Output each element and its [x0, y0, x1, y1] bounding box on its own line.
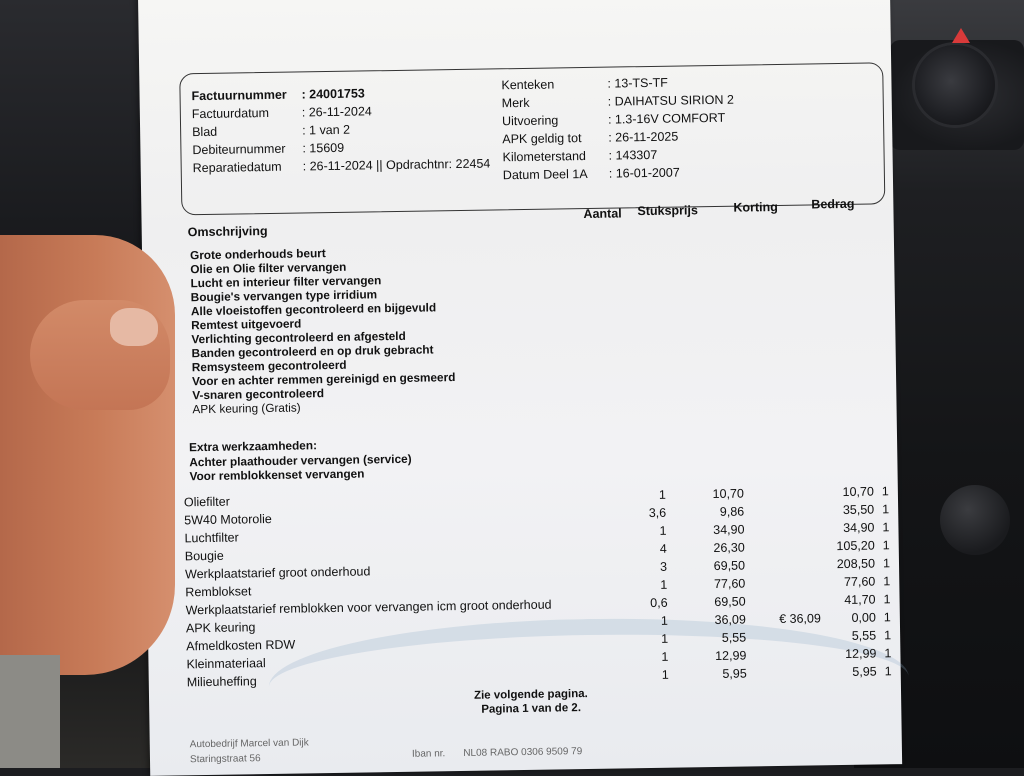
item-amount: 34,90 [843, 520, 875, 535]
item-discount [752, 665, 822, 666]
item-discount [749, 503, 819, 504]
item-price: 34,90 [713, 522, 745, 538]
item-amount: 105,20 [836, 538, 875, 554]
service-line: Grote onderhouds beurt [189, 246, 326, 263]
item-code: 1 [884, 646, 892, 661]
field-value: : 26-11-2024 [301, 104, 372, 120]
item-discount: € 36,09 [779, 611, 821, 627]
invoice-items-table [183, 484, 892, 693]
iban-label: Iban nr. [411, 748, 446, 760]
item-name: Werkplaatstarief remblokken voor vervangen icm groot onderhoud [185, 597, 552, 618]
service-line: Remtest uitgevoerd [191, 316, 302, 333]
item-price: 77,60 [713, 576, 746, 592]
col-amount: Bedrag [811, 196, 855, 212]
field-invoice-number [191, 86, 365, 105]
service-line: Bougie's vervangen type irridium [190, 287, 378, 305]
field-label: Datum Deel 1A [502, 166, 588, 183]
item-name: Luchtfilter [184, 530, 239, 546]
item-name: Afmeldkosten RDW [186, 637, 296, 654]
item-amount: 41,70 [844, 592, 876, 607]
item-code: 1 [883, 592, 891, 607]
field-label: Uitvoering [501, 113, 559, 129]
extra-work-line: Achter plaathouder vervangen (service) [189, 451, 412, 469]
item-price: 69,50 [714, 594, 746, 610]
field-label: Merk [501, 95, 530, 111]
item-discount [749, 485, 819, 486]
service-line: Olie en Olie filter vervangen [190, 259, 347, 277]
vehicle-registration-date [502, 165, 680, 184]
item-qty: 1 [660, 613, 668, 628]
item-name: APK keuring [185, 620, 256, 636]
field-value: : 1 van 2 [302, 122, 351, 138]
item-discount [750, 557, 820, 558]
item-qty: 1 [661, 649, 669, 664]
item-code: 1 [882, 502, 890, 517]
col-unit-price: Stuksprijs [637, 203, 698, 219]
item-discount [749, 521, 819, 522]
item-discount [750, 539, 820, 540]
item-qty: 1 [661, 631, 669, 646]
item-name: Oliefilter [183, 494, 230, 510]
service-line: Lucht en interieur filter vervangen [190, 273, 382, 291]
col-description: Omschrijving [187, 223, 268, 240]
item-amount: 5,55 [851, 628, 877, 643]
field-value: : 26-11-2024 || Opdrachtnr: 22454 [302, 156, 491, 174]
item-price: 10,70 [712, 486, 744, 502]
item-name: Kleinmateriaal [186, 656, 266, 672]
item-qty: 3 [659, 559, 668, 574]
item-code: 1 [882, 520, 890, 535]
col-qty: Aantal [583, 206, 622, 222]
page-note [474, 687, 588, 717]
field-value: : DAIHATSU SIRION 2 [607, 92, 734, 109]
iban-value: NL08 RABO 0306 9509 79 [463, 746, 583, 759]
item-price: 9,86 [719, 504, 745, 519]
item-name: Remblokset [185, 584, 252, 600]
field-value: : 26-11-2025 [608, 129, 679, 145]
service-line: APK keuring (Gratis) [192, 400, 301, 417]
sleeve [0, 655, 60, 768]
field-label: Kenteken [501, 77, 555, 93]
item-amount: 35,50 [842, 502, 875, 517]
field-label: Factuurnummer [191, 87, 287, 104]
field-value: : 15609 [302, 140, 345, 156]
item-qty: 1 [660, 577, 668, 592]
field-page [192, 122, 351, 141]
field-label: Debiteurnummer [192, 141, 286, 158]
item-code: 1 [884, 664, 892, 679]
item-price: 12,99 [715, 648, 747, 664]
extra-work-line: Voor remblokkenset vervangen [189, 466, 365, 484]
invoice-paper [138, 0, 902, 776]
item-price: 36,09 [714, 612, 746, 628]
item-price: 26,30 [713, 540, 745, 556]
item-amount: 12,99 [845, 646, 877, 661]
vehicle-apk [502, 129, 679, 148]
service-line: Verlichting gecontroleerd en afgesteld [191, 328, 406, 347]
field-value: : 24001753 [301, 86, 365, 102]
item-amount: 10,70 [842, 484, 874, 499]
field-debtor-number [192, 140, 345, 159]
item-qty: 4 [659, 541, 667, 556]
item-name: 5W40 Motorolie [184, 511, 272, 528]
thumbnail [110, 308, 158, 346]
company-street: Staringstraat 56 [189, 753, 261, 766]
item-discount [751, 629, 821, 630]
extra-work-title: Extra werkzaamheden: [188, 438, 318, 455]
vehicle-plate [501, 75, 668, 94]
field-label: Factuurdatum [191, 105, 270, 122]
service-line: V-snaren gecontroleerd [192, 386, 325, 403]
field-value: : 13-TS-TF [607, 75, 668, 91]
field-value: : 16-01-2007 [608, 165, 680, 181]
item-code: 1 [881, 484, 889, 499]
item-name: Bougie [184, 548, 224, 564]
item-price: 5,55 [721, 630, 747, 645]
vehicle-brand [501, 92, 734, 112]
field-repair-date [192, 156, 491, 177]
service-line: Banden gecontroleerd en op druk gebracht [191, 342, 434, 361]
item-amount: 0,00 [851, 610, 876, 625]
field-label: Kilometerstand [502, 148, 587, 165]
item-price: 5,95 [722, 666, 747, 681]
vehicle-mileage [502, 147, 658, 166]
service-line: Alle vloeistoffen gecontroleerd en bijgevuld [190, 300, 437, 319]
page-note-line: Zie volgende pagina. [473, 688, 588, 702]
field-label: Blad [192, 124, 218, 140]
extra-work [189, 437, 412, 484]
field-value: : 143307 [608, 147, 658, 163]
item-name: Milieuheffing [186, 674, 257, 690]
company-name: Autobedrijf Marcel van Dijk [189, 737, 309, 751]
vehicle-version [501, 110, 726, 130]
company-footer [190, 735, 309, 767]
item-qty: 1 [659, 523, 667, 538]
item-discount [751, 647, 821, 648]
item-code: 1 [883, 610, 891, 625]
item-amount: 77,60 [843, 574, 876, 589]
field-label: APK geldig tot [502, 131, 582, 147]
hazard-icon [952, 28, 970, 43]
item-name: Werkplaatstarief groot onderhoud [184, 564, 371, 582]
climate-knob [915, 45, 995, 125]
iban-line [412, 746, 582, 760]
col-discount: Korting [733, 199, 778, 215]
item-qty: 0,6 [650, 595, 668, 611]
item-amount: 5,95 [852, 664, 877, 679]
item-price: 69,50 [713, 558, 746, 574]
field-invoice-date [191, 104, 372, 123]
item-discount [750, 575, 820, 576]
page-note-line: Pagina 1 van de 2. [481, 702, 582, 716]
service-line: Remsysteem gecontroleerd [191, 357, 347, 375]
item-discount [750, 593, 820, 594]
item-code: 1 [883, 574, 891, 589]
gear-knob [940, 485, 1010, 555]
service-description-list [190, 244, 456, 416]
field-label: Reparatiedatum [192, 159, 282, 176]
item-qty: 1 [661, 667, 669, 682]
service-line: Voor en achter remmen gereinigd en gesmeerd [191, 370, 456, 389]
item-amount: 208,50 [836, 556, 876, 572]
field-value: : 1.3-16V COMFORT [607, 110, 726, 127]
item-code: 1 [882, 538, 890, 553]
item-qty: 1 [658, 487, 667, 502]
item-qty: 3,6 [648, 505, 667, 521]
item-code: 1 [882, 556, 891, 571]
item-code: 1 [884, 628, 892, 643]
